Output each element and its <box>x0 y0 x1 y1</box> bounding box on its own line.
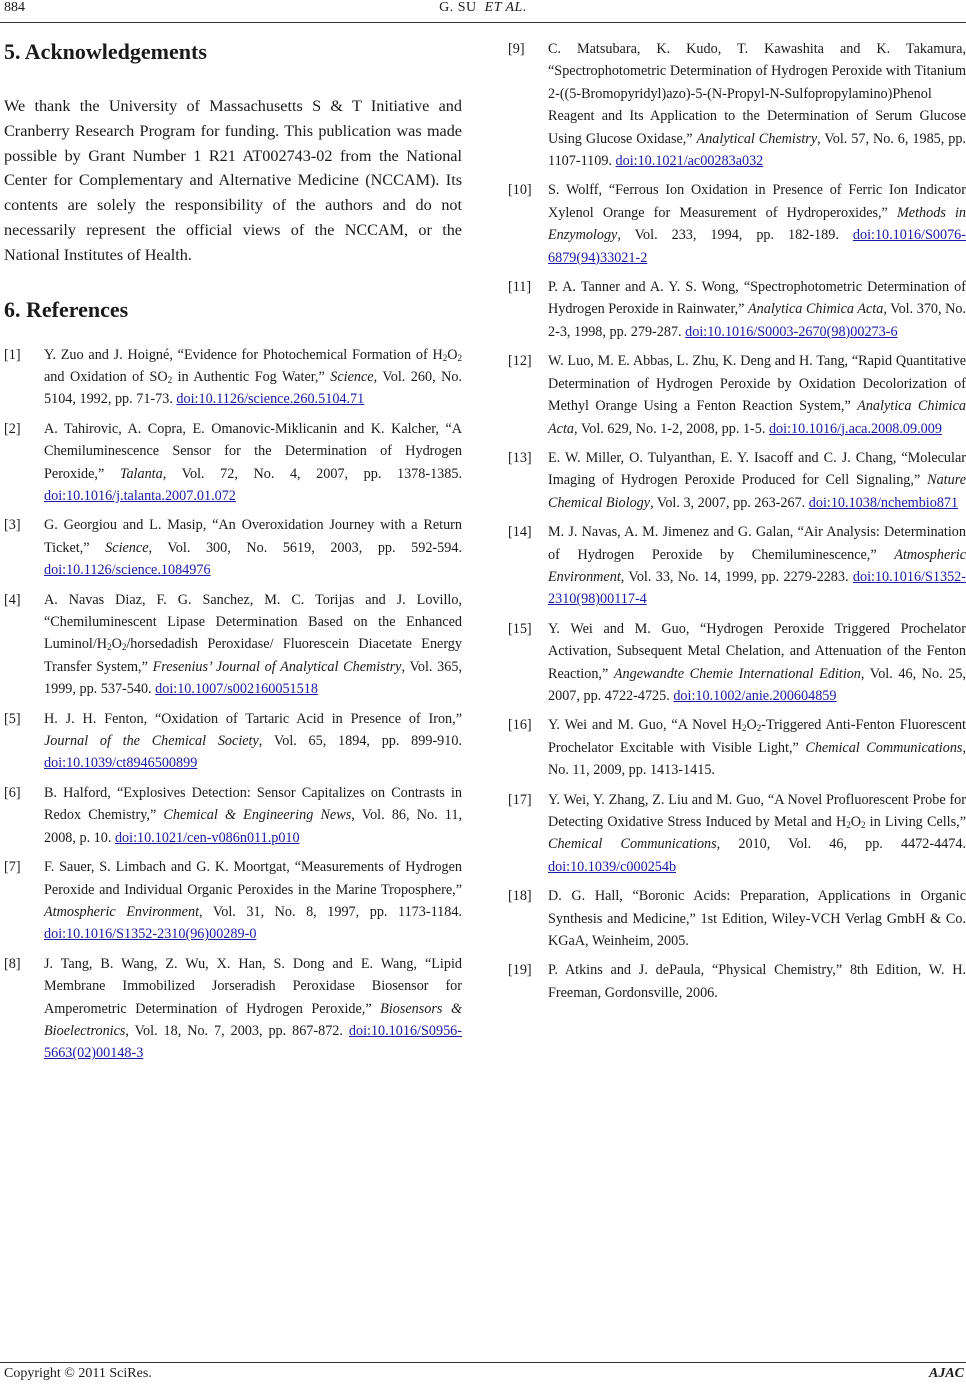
running-head <box>0 0 966 16</box>
reference-number: [13] <box>508 449 532 466</box>
reference-number: [10] <box>508 182 532 199</box>
reference-item <box>508 38 966 172</box>
reference-text: S. Wolff, “Ferrous Ion Oxidation in Presence of Ferric Ion Indicator Xylenol Orange for Measurement of Hydroperoxides,” <box>548 182 966 221</box>
reference-text: O <box>447 346 458 363</box>
reference-text: , Vol. 3, 2007, pp. 263-267. <box>650 494 809 511</box>
reference-number: [14] <box>508 524 532 541</box>
reference-number: [8] <box>4 955 21 972</box>
reference-journal: Chemical & Engineering News <box>163 807 352 824</box>
reference-item <box>4 856 462 946</box>
reference-text: M. J. Navas, A. M. Jimenez and G. Galan, “Air Analysis: Determination of Hydrogen Peroxide by Chemiluminescence,” <box>548 524 966 563</box>
doi-link[interactable]: doi:10.1002/anie.200604859 <box>673 687 837 704</box>
reference-item <box>4 514 462 581</box>
subscript: 2 <box>846 820 851 830</box>
subscript: 2 <box>741 723 747 734</box>
reference-item <box>4 782 462 849</box>
subscript: 2 <box>107 642 112 653</box>
reference-item <box>508 179 966 269</box>
reference-item <box>508 714 966 781</box>
reference-number: [2] <box>4 420 21 437</box>
reference-number: [19] <box>508 962 532 979</box>
reference-item <box>508 447 966 514</box>
reference-journal: Analytical Chemistry <box>696 130 818 147</box>
reference-item <box>508 276 966 343</box>
reference-journal: Talanta <box>119 465 163 482</box>
reference-text: Y. Wei, Y. Zhang, Z. Liu and M. Guo, “A Novel Profluorescent Probe for Detecting Oxidative Stress Induced by Metal and H <box>548 791 966 830</box>
subscript: 2 <box>167 374 173 385</box>
acknowledgements-body: We thank the University of Massachusetts S & T Initiative and Cranberry Research Program for funding. This publication was made possible by Grant Number 1 R21 AT002743-02 from the National Center for Complementary and Alternative Medicine (NCCAM). Its contents are solely the responsibility of the authors and do not necessarily represent the official views of the NCCAM, or the National Institutes of Health. <box>4 97 462 264</box>
reference-list-right <box>508 38 966 1004</box>
reference-text: G. Georgiou and L. Masip, “An Overoxidation Journey with a Return Ticket,” <box>44 517 462 556</box>
doi-link[interactable]: doi:10.1016/S1352-2310(98)00117-4 <box>548 568 966 608</box>
subscript: 2 <box>860 820 866 830</box>
reference-text: , Vol. 72, No. 4, 2007, pp. 1378-1385. <box>162 465 462 482</box>
doi-link[interactable]: doi:10.1021/cen-v086n011.p010 <box>114 829 300 846</box>
reference-number: [11] <box>508 279 532 296</box>
references-heading: 6. References <box>4 296 129 322</box>
reference-text: in Authentic Fog Water,” <box>172 368 331 385</box>
page-number: 884 <box>4 0 25 15</box>
reference-text: , Vol. 86, No. 11, 2008, p. 10. <box>44 807 463 846</box>
reference-number: [1] <box>4 346 21 363</box>
doi-link[interactable]: doi:10.1007/s002160051518 <box>155 681 318 698</box>
reference-item <box>508 350 966 440</box>
reference-number: [15] <box>508 620 532 637</box>
doi-link[interactable]: doi:10.1126/science.260.5104.71 <box>176 391 365 408</box>
reference-item <box>4 589 462 701</box>
acknowledgements-heading: 5. Acknowledgements <box>4 39 207 64</box>
reference-journal: Science <box>330 368 374 385</box>
doi-link[interactable]: doi:10.1016/S1352-2310(96)00289-0 <box>44 926 257 943</box>
reference-journal: Nature Chemical Biology <box>548 472 966 511</box>
reference-item <box>4 418 462 508</box>
subscript: 2 <box>457 352 462 363</box>
reference-text: H. J. H. Fenton, “Oxidation of Tartaric Acid in Presence of Iron,” <box>44 710 462 727</box>
footer-rule <box>0 1362 966 1363</box>
right-column <box>508 38 966 1011</box>
reference-journal: Science <box>105 539 149 556</box>
reference-text: C. Matsubara, K. Kudo, T. Kawashita and K. Takamura, “Spectrophotometric Determination of Hydrogen Peroxide with Titanium 2-((5-Bromopyridyl)azo)-5-(N-Propyl-N-Sulfopropylamino)Phenol Reagent and Its Application to the Determination of Serum Glucose Using Glucose Oxidase,” <box>548 41 966 147</box>
doi-link[interactable]: doi:10.1016/S0076-6879(94)33021-2 <box>548 227 966 266</box>
reference-item <box>508 789 966 879</box>
doi-link[interactable]: doi:10.1021/ac00283a032 <box>615 153 764 170</box>
reference-text: Y. Zuo and J. Hoigné, “Evidence for Photochemical Formation of H <box>44 346 443 363</box>
reference-text: B. Halford, “Explosives Detection: Sensor Capitalizes on Contrasts in Redox Chemistry,” <box>44 784 462 824</box>
reference-text: O <box>111 636 122 653</box>
reference-list-left <box>4 344 462 1065</box>
reference-journal: Methods in Enzymology <box>548 204 966 244</box>
reference-text: , Vol. 18, No. 7, 2003, pp. 867-872. <box>125 1022 349 1039</box>
reference-text: F. Sauer, S. Limbach and G. K. Moortgat, “Measurements of Hydrogen Peroxide and Individual Organic Peroxides in the Marine Troposphere,” <box>44 859 462 898</box>
doi-link[interactable]: doi:10.1126/science.1084976 <box>44 562 211 579</box>
reference-text: , Vol. 31, No. 8, 1997, pp. 1173-1184. <box>199 903 462 920</box>
reference-text: and Oxidation of SO <box>44 368 168 385</box>
reference-text: /horsedadish Peroxidase/ Fluorescein Diacetate Energy Transfer System,” <box>44 636 462 675</box>
reference-item <box>4 708 462 775</box>
reference-text: , Vol. 57, No. 6, 1985, pp. 1107-1109. <box>548 130 966 170</box>
reference-number: [4] <box>4 591 21 608</box>
header-rule <box>0 22 966 23</box>
reference-text: , Vol. 33, No. 14, 1999, pp. 2279-2283. <box>620 568 853 585</box>
subscript: 2 <box>121 642 127 653</box>
reference-text: O <box>850 814 861 830</box>
left-column <box>4 38 462 1072</box>
reference-text: Y. Wei and M. Guo, “Hydrogen Peroxide Triggered Prochelator Activation, Subsequent Metal Chelation, and Attenuation of the Fenton Reaction,” <box>548 620 966 682</box>
reference-text: , No. 11, 2009, pp. 1413-1415. <box>548 739 966 779</box>
reference-journal: Atmospheric Environment <box>44 903 200 920</box>
reference-text: D. G. Hall, “Boronic Acids: Preparation, Applications in Organic Synthesis and Medicine,” 1st Edition, Wiley-VCH Verlag GmbH & Co. KGaA, Weinheim, 2005. <box>548 888 966 950</box>
footer-copyright: Copyright © 2011 SciRes. <box>4 1366 152 1381</box>
reference-number: [5] <box>4 710 21 727</box>
reference-text: , Vol. 260, No. 5104, 1992, pp. 71-73. <box>44 368 462 408</box>
reference-text: , Vol. 46, No. 25, 2007, pp. 4722-4725. <box>548 665 966 704</box>
doi-link[interactable]: doi:10.1016/j.aca.2008.09.009 <box>768 420 942 437</box>
subscript: 2 <box>442 352 448 363</box>
reference-item <box>4 344 462 411</box>
reference-text: , Vol. 629, No. 1-2, 2008, pp. 1-5. <box>574 420 769 437</box>
reference-item <box>508 618 966 708</box>
reference-text: O <box>746 717 757 734</box>
reference-number: [12] <box>508 353 532 370</box>
reference-text: W. Luo, M. E. Abbas, L. Zhu, K. Deng and H. Tang, “Rapid Quantitative Determination of Hydrogen Peroxide by Oxidation Decolorization of Methyl Orange Using a Fenton Reaction System,” <box>548 353 966 415</box>
reference-item <box>508 885 966 952</box>
footer-journal: AJAC <box>928 1366 964 1381</box>
reference-number: [6] <box>4 784 21 801</box>
reference-journal: Chemical Communications <box>805 739 963 756</box>
reference-text: , 2010, Vol. 46, pp. 4472-4474. <box>716 836 966 853</box>
reference-text: in Living Cells,” <box>865 814 966 830</box>
reference-text: A. Tahirovic, A. Copra, E. Omanovic-Miklicanin and K. Kalcher, “A Chemiluminescence Sensor for the Determination of Hydrogen Peroxide,” <box>44 420 462 482</box>
reference-number: [16] <box>508 717 532 734</box>
doi-link[interactable]: doi:10.1039/c000254b <box>548 858 677 875</box>
subscript: 2 <box>756 723 762 734</box>
reference-text: E. W. Miller, O. Tulyanthan, E. Y. Isacoff and C. J. Chang, “Molecular Imaging of Hydrogen Peroxide Produced for Cell Signaling,” <box>548 449 966 489</box>
reference-item <box>508 959 966 1004</box>
reference-number: [17] <box>508 791 532 808</box>
reference-number: [18] <box>508 888 532 905</box>
reference-text: P. A. Tanner and A. Y. S. Wong, “Spectrophotometric Determination of Hydrogen Peroxide in Rainwater,” <box>548 279 966 318</box>
reference-item <box>508 521 966 611</box>
reference-journal: Chemical Communications <box>548 836 717 853</box>
running-head-et-al: ET AL. <box>484 0 527 15</box>
reference-number: [9] <box>508 41 525 57</box>
reference-number: [3] <box>4 517 21 534</box>
doi-link[interactable]: doi:10.1039/ct8946500899 <box>44 755 198 772</box>
reference-text: Y. Wei and M. Guo, “A Novel H <box>548 717 742 734</box>
reference-text: A. Navas Diaz, F. G. Sanchez, M. C. Torijas and J. Lovillo, “Chemiluminescent Lipase Determination Based on the Enhanced Luminol/H <box>44 591 462 653</box>
reference-number: [7] <box>4 859 21 876</box>
reference-text: , Vol. 300, No. 5619, 2003, pp. 592-594. <box>148 539 462 556</box>
reference-journal: Analytica Chimica Acta <box>548 398 966 437</box>
reference-text: P. Atkins and J. dePaula, “Physical Chemistry,” 8th Edition, W. H. Freeman, Gordonsville, 2006. <box>548 962 966 1001</box>
reference-text: , Vol. 365, 1999, pp. 537-540. <box>44 658 462 698</box>
reference-journal: Atmospheric Environment <box>548 546 966 585</box>
doi-link[interactable]: doi:10.1016/S0956-5663(02)00148-3 <box>44 1022 462 1062</box>
reference-item <box>4 953 462 1065</box>
reference-text: J. Tang, B. Wang, Z. Wu, X. Han, S. Dong and E. Wang, “Lipid Membrane Immobilized Jorseradish Peroxidase Biosensor for Amperometric Determination of Hydrogen Peroxide,” <box>44 955 462 1017</box>
reference-journal: Analytica Chimica Acta <box>748 301 884 318</box>
doi-link[interactable]: doi:10.1038/nchembio871 <box>808 494 959 511</box>
doi-link[interactable]: doi:10.1016/S0003-2670(98)00273-6 <box>685 323 898 340</box>
doi-link[interactable]: doi:10.1016/j.talanta.2007.01.072 <box>44 488 236 505</box>
reference-text: , Vol. 370, No. 2-3, 1998, pp. 279-287. <box>548 301 966 340</box>
reference-text: , Vol. 65, 1894, pp. 899-910. <box>258 733 462 750</box>
reference-journal: Biosensors & Bioelectronics <box>44 1000 462 1039</box>
reference-text: -Triggered Anti-Fenton Fluorescent Prochelator Excitable with Visible Light,” <box>548 717 966 756</box>
reference-journal: Journal of the Chemical Society <box>44 733 259 750</box>
reference-text: , Vol. 233, 1994, pp. 182-189. <box>617 227 853 244</box>
reference-journal: Fresenius’ Journal of Analytical Chemistry <box>152 658 402 675</box>
reference-journal: Angewandte Chemie International Edition <box>613 665 861 682</box>
running-head-authors: G. SU <box>439 0 477 15</box>
